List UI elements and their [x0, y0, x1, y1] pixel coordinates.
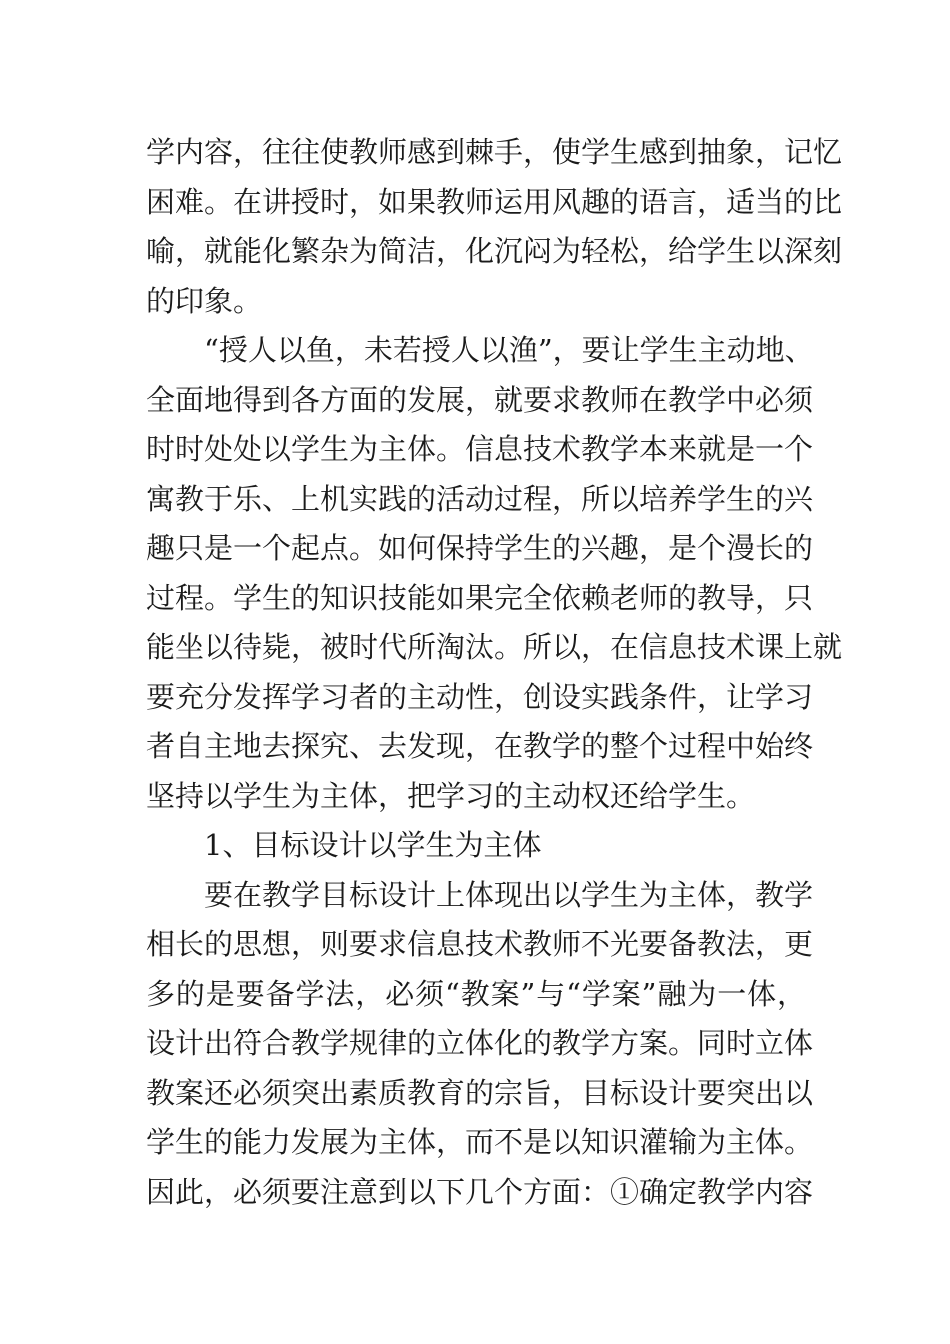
paragraph-line: 的印象。	[146, 283, 263, 318]
paragraph-line: 学生的能力发展为主体，而不是以知识灌输为主体。	[146, 1125, 814, 1159]
paragraph-line: 坚持以学生为主体，把学习的主动权还给学生。	[146, 778, 756, 813]
paragraph-line: 学内容，往往使教师感到棘手，使学生感到抽象，记忆	[146, 135, 843, 169]
paragraph-line: 要在教学目标设计上体现出以学生为主体，教学	[204, 877, 814, 912]
paragraph-line: “授人以鱼，未若授人以渔”，要让学生主动地、	[204, 333, 814, 367]
paragraph-line: 设计出符合教学规律的立体化的教学方案。同时立体	[146, 1026, 814, 1060]
section-heading: 1、目标设计以学生为主体	[204, 828, 542, 862]
paragraph-line: 能坐以待毙，被时代所淘汰。所以，在信息技术课上就	[146, 630, 843, 664]
paragraph-line: 相长的思想，则要求信息技术教师不光要备教法，更	[146, 927, 814, 961]
paragraph-line: 者自主地去探究、去发现，在教学的整个过程中始终	[146, 729, 814, 763]
paragraph-line: 要充分发挥学习者的主动性，创设实践条件，让学习	[146, 679, 814, 714]
paragraph-line: 全面地得到各方面的发展，就要求教师在教学中必须	[146, 382, 814, 417]
paragraph-line: 喻，就能化繁杂为简洁，化沉闷为轻松，给学生以深刻	[146, 234, 843, 268]
paragraph-line: 因此，必须要注意到以下几个方面：①确定教学内容	[146, 1174, 814, 1209]
paragraph-line: 多的是要备学法，必须“教案”与“学案”融为一体，	[146, 976, 806, 1011]
paragraph-line: 教案还必须突出素质教育的宗旨，目标设计要突出以	[146, 1075, 814, 1110]
paragraph-line: 过程。学生的知识技能如果完全依赖老师的教导，只	[146, 580, 814, 615]
document-body	[146, 128, 843, 1217]
paragraph-line: 时时处处以学生为主体。信息技术教学本来就是一个	[146, 432, 814, 466]
paragraph-line: 寓教于乐、上机实践的活动过程，所以培养学生的兴	[146, 481, 814, 516]
paragraph-line: 困难。在讲授时，如果教师运用风趣的语言，适当的比	[146, 184, 843, 219]
paragraph-line: 趣只是一个起点。如何保持学生的兴趣，是个漫长的	[146, 531, 814, 565]
